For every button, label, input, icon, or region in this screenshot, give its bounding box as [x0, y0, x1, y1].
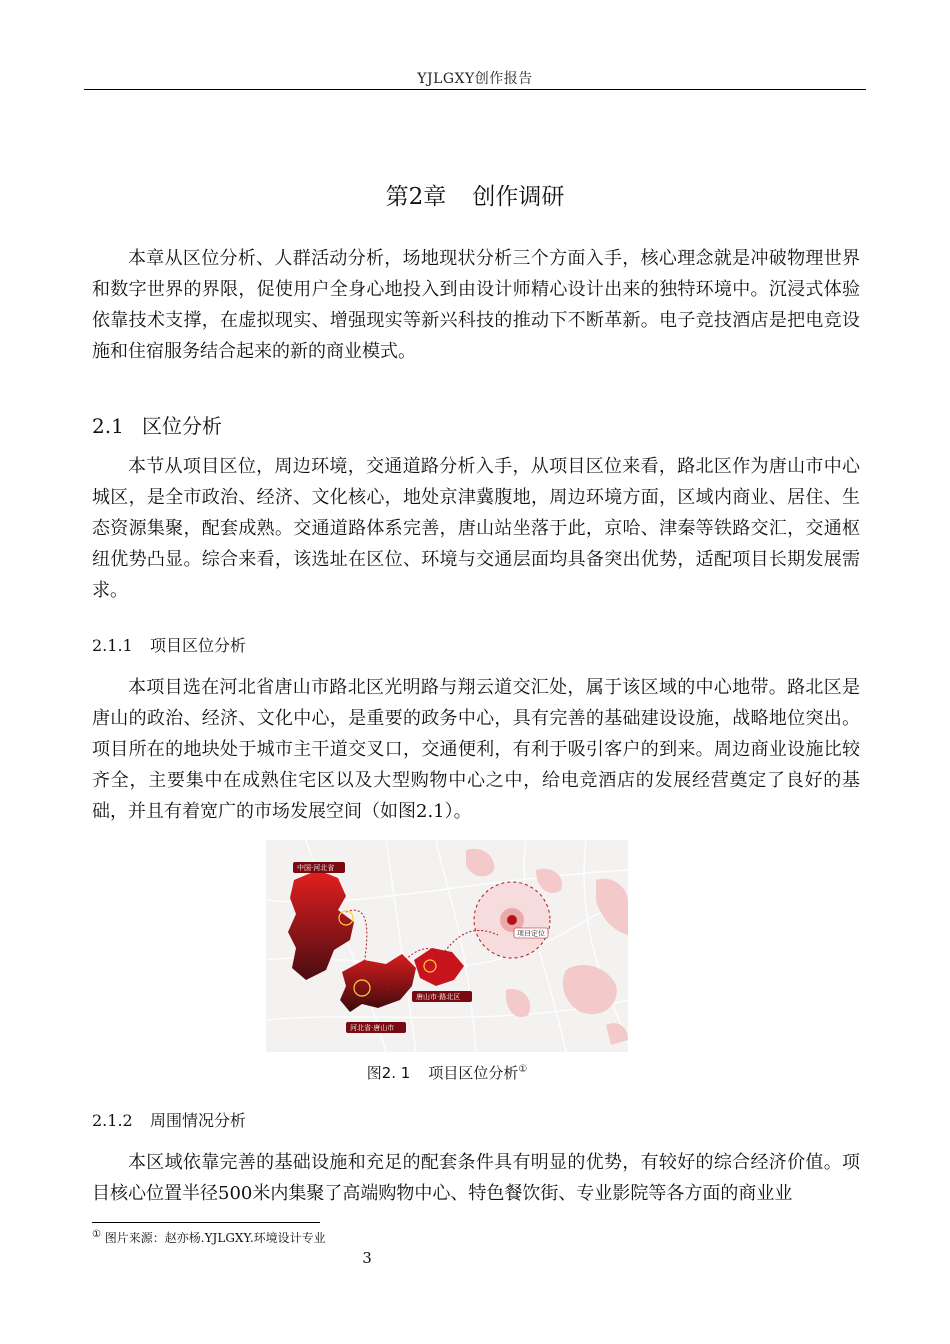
section-2-1-paragraph: 本节从项目区位，周边环境，交通道路分析入手，从项目区位来看，路北区作为唐山市中心城区，是全市政治、经济、文化核心，地处京津冀腹地，周边环境方面，区域内商业、居住、生态资源集聚，配套成熟。交通道路体系完善，唐山站坐落于此，京哈、津秦等铁路交汇，交通枢纽优势凸显。综合来看，该选址在区位、环境与交通层面均具备突出优势，适配项目长期发展需求。 — [92, 456, 860, 601]
footnote — [92, 1229, 326, 1246]
page-number: 3 — [362, 1249, 372, 1267]
label-tangshan-lubei: 唐山市·路北区 — [416, 993, 461, 1001]
section-2-1-1-heading — [92, 633, 246, 656]
caption-title: 项目区位分析 — [428, 1064, 519, 1082]
footnote-text: 图片来源：赵亦杨.YJLGXY.环境设计专业 — [104, 1231, 326, 1245]
intro-paragraph: 本章从区位分析、人群活动分析，场地现状分析三个方面入手，核心理念就是冲破物理世界和数字世界的界限，促使用户全身心地投入到由设计师精心设计出来的独特环境中。沉浸式体验依靠技术支撑，在虚拟现实、增强现实等新兴科技的推动下不断革新。电子竞技酒店是把电竞设施和住宿服务结合起来的新的商业模式。 — [92, 248, 860, 362]
subsection-title: 周围情况分析 — [150, 1111, 247, 1130]
section-2-1-2-heading — [92, 1108, 246, 1131]
lubei-district-shape — [414, 948, 464, 986]
pink-circle — [474, 882, 550, 958]
footnote-rule — [92, 1222, 320, 1223]
location-map — [266, 840, 628, 1052]
caption-footnote-mark: ① — [518, 1064, 528, 1075]
running-header: YJLGXY创作报告 — [417, 71, 533, 87]
subsection-number: 2.1.2 — [92, 1111, 133, 1130]
label-hebei-tangshan: 河北省·唐山市 — [350, 1024, 395, 1032]
subsection-title: 项目区位分析 — [150, 636, 247, 655]
section-2-1-2-paragraph: 本区域依靠完善的基础设施和充足的配套条件具有明显的优势，有较好的综合经济价值。项目核心位置半径500米内集聚了高端购物中心、特色餐饮街、专业影院等各方面的商业业 — [92, 1152, 860, 1204]
tangshan-city-shape — [340, 954, 416, 1012]
chapter-title — [84, 178, 866, 211]
caption-number: 图2. 1 — [366, 1064, 411, 1082]
location-map-figure — [266, 840, 628, 1052]
section-number: 2.1 — [92, 414, 124, 438]
section-title: 区位分析 — [142, 414, 222, 438]
chapter-number: 第2章 — [385, 184, 447, 210]
label-project-location: 项目定位 — [517, 929, 545, 938]
chapter-name: 创作调研 — [472, 184, 565, 210]
label-china-hebei: 中国·河北省 — [297, 864, 335, 872]
subsection-number: 2.1.1 — [92, 636, 133, 655]
section-2-1-1-paragraph: 本项目选在河北省唐山市路北区光明路与翔云道交汇处，属于该区域的中心地带。路北区是唐山的政治、经济、文化中心，是重要的政务中心，具有完善的基础建设设施，战略地位突出。项目所在的地块处于城市主干道交叉口，交通便利，有利于吸引客户的到来。周边商业设施比较齐全，主要集中在成熟住宅区以及大型购物中心之中，给电竞酒店的发展经营奠定了良好的基础，并且有着宽广的市场发展空间（如图2.1）。 — [92, 677, 860, 822]
header-rule — [84, 89, 866, 90]
footnote-mark: ① — [92, 1229, 101, 1240]
section-2-1-heading — [92, 410, 222, 439]
figure-caption — [266, 1062, 628, 1083]
